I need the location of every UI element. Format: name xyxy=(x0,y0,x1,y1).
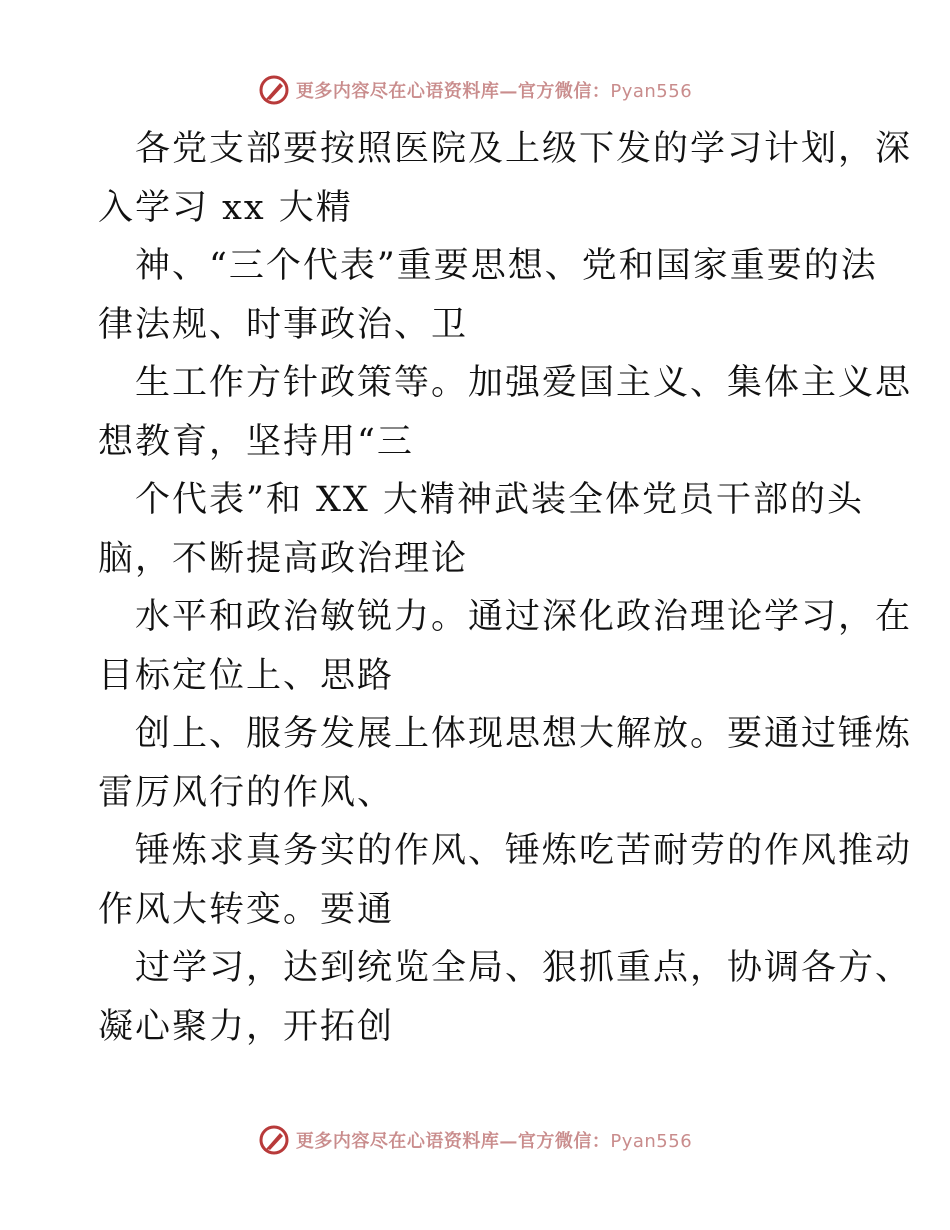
paragraph-line-1: 各党支部要按照医院及上级下发的学习计划，深 xyxy=(135,129,913,169)
paragraph-line-1: 神、“三个代表”重要思想、党和国家重要的法 xyxy=(135,246,878,286)
paragraph-line-2: 律法规、时事政治、卫 xyxy=(98,304,469,345)
paragraph xyxy=(98,939,913,1056)
paragraph-line-1: 水平和政治敏锐力。通过深化政治理论学习，在 xyxy=(135,597,913,637)
paragraph xyxy=(98,588,913,705)
paragraph xyxy=(98,705,913,822)
watermark-main: 更多内容尽在心语资料库—官方微信： xyxy=(295,81,611,102)
paragraph-line-1: 锤炼求真务实的作风、锤炼吃苦耐劳的作风推动 xyxy=(135,831,913,871)
footer-watermark xyxy=(0,1120,950,1160)
pen-logo-icon xyxy=(258,1124,290,1156)
paragraph xyxy=(98,822,913,939)
paragraph-line-2: 目标定位上、思路 xyxy=(98,655,395,696)
paragraph-line-1: 生工作方针政策等。加强爱国主义、集体主义思 xyxy=(135,363,913,403)
paragraph xyxy=(98,237,878,354)
paragraph-line-2: 作风大转变。要通 xyxy=(98,889,395,930)
paragraph-line-2: 凝心聚力，开拓创 xyxy=(98,1006,395,1047)
watermark-text xyxy=(296,1127,692,1153)
paragraph xyxy=(98,471,864,588)
paragraph-line-2: 脑，不断提高政治理论 xyxy=(98,538,469,579)
paragraph-line-1: 创上、服务发展上体现思想大解放。要通过锤炼 xyxy=(135,714,913,754)
watermark-text xyxy=(296,77,692,103)
document-body xyxy=(98,120,913,1056)
header-watermark xyxy=(0,70,950,110)
watermark-handle: Pyan556 xyxy=(610,81,693,102)
paragraph-line-1: 个代表”和 XX 大精神武装全体党员干部的头 xyxy=(135,480,864,520)
watermark-main: 更多内容尽在心语资料库—官方微信： xyxy=(295,1131,611,1152)
paragraph-line-2: 想教育，坚持用“三 xyxy=(98,421,414,462)
paragraph xyxy=(98,120,913,237)
pen-logo-icon xyxy=(258,74,290,106)
paragraph xyxy=(98,354,913,471)
paragraph-line-2: 入学习 xx 大精 xyxy=(98,187,353,228)
watermark-handle: Pyan556 xyxy=(610,1131,693,1152)
paragraph-line-2: 雷厉风行的作风、 xyxy=(98,772,395,813)
paragraph-line-1: 过学习，达到统览全局、狠抓重点，协调各方、 xyxy=(135,948,913,988)
